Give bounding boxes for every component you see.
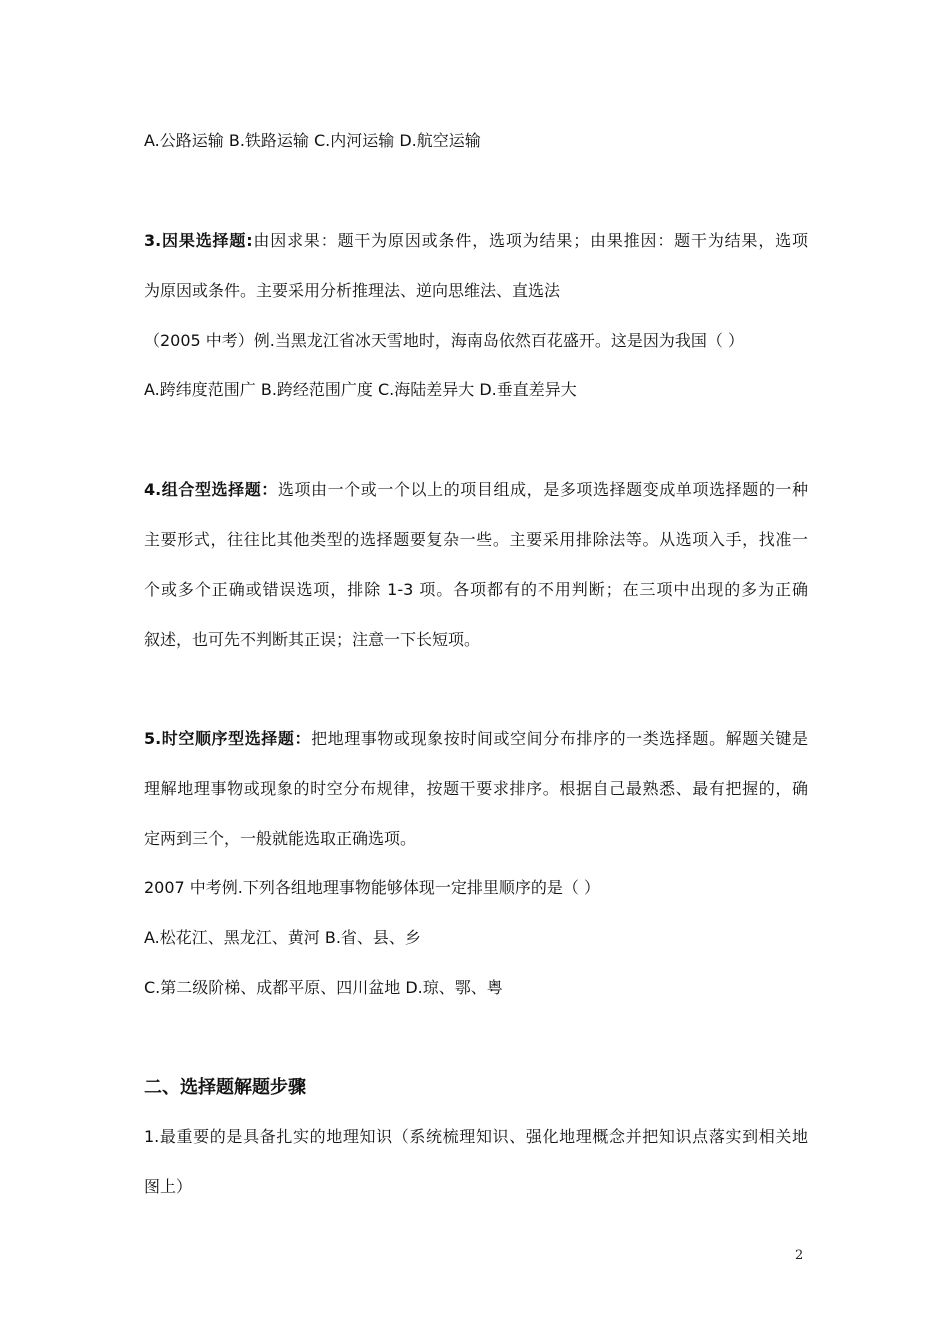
section-3-line-1 bbox=[144, 231, 808, 251]
page-number: 2 bbox=[795, 1248, 804, 1263]
section-3-options: A.跨纬度范围广 B.跨经范围广度 C.海陆差异大 D.垂直差异大 bbox=[144, 380, 577, 399]
section-5-options-ab: A.松花江、黑龙江、黄河 B.省、县、乡 bbox=[144, 928, 421, 947]
section-4-line-4: 叙述，也可先不判断其正误；注意一下长短项。 bbox=[144, 630, 481, 649]
section-4-text-1: 选项由一个或一个以上的项目组成，是多项选择题变成单项选择题的一种 bbox=[277, 480, 808, 499]
section-4-title: 4.组合型选择题： bbox=[144, 480, 278, 499]
transport-options-line: A.公路运输 B.铁路运输 C.内河运输 D.航空运输 bbox=[144, 131, 481, 150]
section-5-line-2: 理解地理事物或现象的时空分布规律，按题干要求排序。根据自己最熟悉、最有把握的，确 bbox=[144, 779, 808, 798]
section-3-line-2: 为原因或条件。主要采用分析推理法、逆向思维法、直选法 bbox=[144, 281, 561, 300]
section-4-line-2: 主要形式，往往比其他类型的选择题要复杂一些。主要采用排除法等。从选项入手，找准一 bbox=[144, 530, 808, 549]
section-5-text-1: 把地理事物或现象按时间或空间分布排序的一类选择题。解题关键是 bbox=[311, 729, 808, 748]
section-5-example: 2007 中考例.下列各组地理事物能够体现一定排里顺序的是（ ） bbox=[144, 878, 600, 897]
section-4-line-1 bbox=[144, 480, 808, 500]
section-3-example: （2005 中考）例.当黑龙江省冰天雪地时，海南岛依然百花盛开。这是因为我国（ ） bbox=[144, 331, 744, 350]
section-4-line-3: 个或多个正确或错误选项，排除 1-3 项。各项都有的不用判断；在三项中出现的多为正确 bbox=[144, 580, 808, 599]
section-3-text-1: 由因求果：题干为原因或条件，选项为结果；由果推因：题干为结果，选项 bbox=[252, 231, 808, 250]
section-5-line-3: 定两到三个，一般就能选取正确选项。 bbox=[144, 829, 417, 848]
section-5-title: 5.时空顺序型选择题： bbox=[144, 729, 312, 748]
steps-line-1: 1.最重要的是具备扎实的地理知识（系统梳理知识、强化地理概念并把知识点落实到相关地 bbox=[144, 1127, 808, 1146]
section-5-options-cd: C.第二级阶梯、成都平原、四川盆地 D.琼、鄂、粤 bbox=[144, 978, 503, 997]
steps-line-2: 图上） bbox=[144, 1177, 193, 1196]
section-5-line-1 bbox=[144, 729, 808, 749]
section-3-title: 3.因果选择题: bbox=[144, 231, 253, 250]
section-heading-steps: 二、选择题解题步骤 bbox=[144, 1077, 306, 1098]
